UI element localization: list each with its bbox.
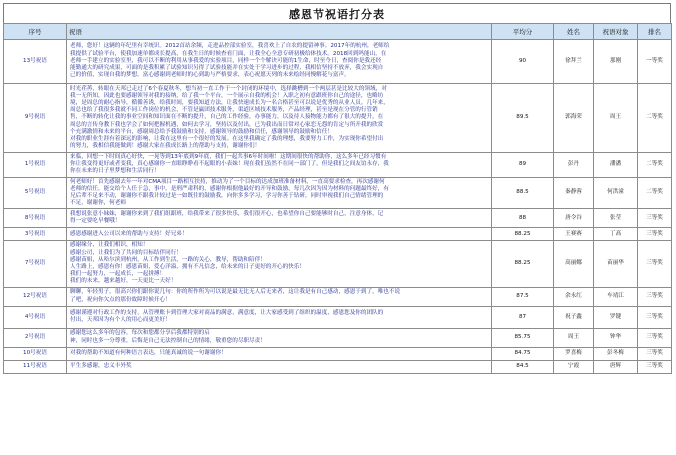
cell-seq: 9号祝语	[4, 84, 67, 153]
table-row	[4, 347, 672, 360]
cell-avg: 88.25	[492, 241, 554, 287]
table-row	[4, 360, 672, 373]
cell-seq: 8号祝语	[4, 209, 67, 228]
cell-target: 苗丽华	[594, 241, 638, 287]
message-line: 人生路上，感恩有你！感恩苗姐，爱心洋溢，拥有不凡信念，给未来的日子更好的开心的快乐！	[70, 264, 305, 271]
message-line: 我们的未来，越来越好，一天更比一天好！	[70, 278, 177, 285]
score-table	[3, 23, 672, 374]
message-line: 个充满激情和未来的平台，感谢周总给予我鼓励和支持，感谢领导的鼓励和信任，感谢领导的鼓励和信任！	[70, 128, 333, 135]
cell-seq: 2号祝语	[4, 328, 67, 347]
cell-rank: 三等奖	[638, 328, 672, 347]
message-line: 老师的信任，能交给个人任于急，事中，是刑严肃科的，感谢你根据他最好的开导和鼓励，每几次因为因为材料的问题最终好，有	[70, 185, 389, 192]
message-line: 不足，谢谢你，何老师	[70, 200, 126, 207]
cell-message	[67, 306, 492, 328]
cell-name: 徐拜兰	[554, 40, 594, 84]
message-line: 己的价值，实现自我的梦想，富心感谢到老师时的心到助与严格要求，表心祝愿天列的未来绘经同慢解花与富声。	[70, 72, 350, 79]
cell-rank: 三等奖	[638, 209, 672, 228]
message-line: 何老师好！首先感谢去年一年对CMA项目一路相互扶持，推动为了一个目标的达成加班准备材料，一直高要求检查，再次感谢何	[70, 178, 385, 185]
cell-message	[67, 360, 492, 373]
header-name: 姓名	[554, 24, 594, 40]
sheet-title: 感恩节祝语打分表	[3, 3, 671, 23]
cell-seq: 3号祝语	[4, 228, 67, 241]
cell-rank: 三等奖	[638, 360, 672, 373]
message-line: 周总也给了我很多我就不同工作岗位的机会，不管是赢团技术服务，渠道区域技术服务，产品经理，甚至是现在分管的行管销	[70, 107, 378, 114]
cell-message	[67, 209, 492, 228]
cell-avg: 87	[492, 306, 554, 328]
cell-rank: 三等奖	[638, 228, 672, 241]
cell-rank: 三等奖	[638, 306, 672, 328]
cell-name: 王赛赛	[554, 228, 594, 241]
table-row	[4, 153, 672, 178]
message-line: 我想说张意小妹妹，谢谢你来到了我们组跟班，给我带来了很多快乐，我们很开心，也希望你自己要能够时自己，注意身体，记	[70, 211, 384, 218]
cell-avg: 90	[492, 40, 554, 84]
cell-seq: 7号祝语	[4, 241, 67, 287]
cell-seq: 11号祝语	[4, 360, 67, 373]
cell-avg: 84.5	[492, 360, 554, 373]
message-line: 感谢苗姐，从哈尔滨到杭州，从工作到生活，一路的关心，教导，帮助和陪伴！	[70, 256, 266, 263]
table-row	[4, 287, 672, 306]
message-line: 聊聊，年轻男子，很高兴你们跟你说几句：你的所作所为可以说是最无比无人后无来者，这让我是有自己感动，感恩于到了，唯也不说	[70, 289, 401, 296]
header-message: 祝语	[67, 24, 492, 40]
cell-seq: 13号祝语	[4, 40, 67, 84]
message-line: 平生多感谢，忠义丰外奖	[70, 363, 132, 370]
header-rank: 排名	[638, 24, 672, 40]
cell-name: 祝子鑫	[554, 306, 594, 328]
message-line: 兄后辈不足来不动，谢谢你不跟我计较过是一如既往的鼓励我，向你多多学习，学习你善于钻研，同时审视我们自己情绪管理的	[70, 193, 384, 200]
cell-rank: 三等奖	[638, 241, 672, 287]
cell-message	[67, 347, 492, 360]
message-line: 对我的职业生涯有着深远的影响，让我在这里有一个很好的发展。在这里我确定了我的理想，我要努力工作，为实现你希望付出	[70, 136, 384, 142]
cell-message	[67, 328, 492, 347]
cell-name: 郭海荣	[554, 84, 594, 153]
cell-seq: 4号祝语	[4, 306, 67, 328]
table-row	[4, 328, 672, 347]
cell-message	[67, 287, 492, 306]
message-line: 时光荏苒，转眼在天邦已走过了6个春夏秋冬，想当初一直工作于一个封闭的环境中，选择跳槽到一个两层甚是比较大的领域，对	[70, 85, 387, 92]
message-line: 的努力，我相信我能做到！感谢大家在我成长路上的帮助与支持，谢谢你们！	[70, 143, 261, 150]
cell-target: 车靖江	[594, 287, 638, 306]
message-line: 境，是周总的耐心指导，循循善诱，给我时间，要我知道方法，让我快速成长为一名合格甚至可以说是优秀的从业人员。几年来，	[70, 99, 389, 106]
cell-name: 秦静蓉	[554, 177, 594, 209]
cell-seq: 10号祝语	[4, 347, 67, 360]
message-line: 老师，您好！这辆的年纪里有幸统识。2012首站余频，走进品控部实验室，我喜欢上了自农的提留神事。2017年的杭州，老师给	[70, 43, 390, 50]
cell-name: 罗喜梅	[554, 347, 594, 360]
cell-avg: 85.75	[492, 328, 554, 347]
cell-name: 唐令谷	[554, 209, 594, 228]
cell-target: 张莹	[594, 209, 638, 228]
cell-target: 那刚	[594, 40, 638, 84]
table-row	[4, 241, 672, 287]
cell-avg: 89.5	[492, 84, 554, 153]
message-line: 对我的帮助不知道有何种语言表达，只能真诚的说一句谢谢你！	[70, 350, 227, 357]
cell-avg: 84.75	[492, 347, 554, 360]
score-sheet	[3, 3, 671, 374]
cell-target: 周王	[594, 84, 638, 153]
message-line: 感谢缘分，让我们相识，相知！	[70, 242, 149, 249]
cell-message	[67, 153, 492, 178]
cell-rank: 二等奖	[638, 177, 672, 209]
cell-avg: 89	[492, 153, 554, 178]
cell-message	[67, 228, 492, 241]
cell-name: 周王	[554, 328, 594, 347]
cell-target: 罗键	[594, 306, 638, 328]
table-body	[4, 40, 672, 374]
table-row	[4, 40, 672, 84]
message-line: 感谢您这么多年的包容，每次和您都分享后我都特别的启	[70, 330, 210, 337]
message-line: 来临，回想一下时间真心好快，一晃等到13年底到9年底，我们一起共事6年时间啦！这期间很快的帮助你，这么多年已经习惯有	[70, 154, 387, 160]
table-row	[4, 84, 672, 153]
message-line: 付出，天邦因为有个人的用心而更美好！	[70, 317, 171, 324]
cell-avg: 87.5	[492, 287, 554, 306]
cell-target: 彭冬梅	[594, 347, 638, 360]
cell-seq: 5号祝语	[4, 177, 67, 209]
message-line: 我提供了试验平台，使我加速单都成长提高，在我生日的时候查看门面，让我全心全意专研初极给体技术。2018回到吗能山，在	[70, 50, 387, 57]
message-line: 你在未来的日子里梦想和生活同行！	[70, 168, 160, 175]
table-row	[4, 306, 672, 328]
cell-rank: 二等奖	[638, 153, 672, 178]
cell-rank: 三等奖	[638, 287, 672, 306]
cell-message	[67, 241, 492, 287]
message-line: 售，不断的转化让我的事业空间和知识面在不断的提升，自己的工作经验，办事能力，以及待人接物能力都有了很大的提升，在	[70, 114, 384, 121]
header-avg: 平均分	[492, 24, 554, 40]
message-line: 你让我变得更好或者变我，真心感谢你一直眼睁睁看不起眼的小表妹！现在我们虽然不在同一部门了，但是我们之间友谊永存，我	[70, 161, 389, 168]
cell-target: 唐辉	[594, 360, 638, 373]
message-line: 老师一手建立的实验室里，我可以不断的利用从事我爱的实验项目，同样一个个解诀可能的1生命，时至今日，查阅你是我还经	[70, 57, 382, 64]
cell-name: 余永红	[554, 287, 594, 306]
cell-seq: 12号祝语	[4, 287, 67, 306]
message-line: 周总的言传身教下我也学会了如何把握机遇，如何去学习，坚持以及付出，已为我出而日常对心家恋无怨的肯定与所开我的欣赏	[70, 121, 384, 128]
cell-rank: 三等奖	[638, 347, 672, 360]
message-line: 我们一起努力，一起成长，一起拼搏！	[70, 271, 166, 278]
cell-seq: 1号祝语	[4, 153, 67, 178]
header-row	[4, 24, 672, 40]
cell-avg: 88	[492, 209, 554, 228]
cell-name: 彭丹	[554, 153, 594, 178]
cell-avg: 88.5	[492, 177, 554, 209]
cell-rank: 一等奖	[638, 40, 672, 84]
message-line: 神，同时也多一分尊重，后悔是自己无法控制自己的情绪，敬重您的尽职尽责！	[70, 337, 266, 344]
cell-name: 高丽娜	[554, 241, 594, 287]
cell-message	[67, 84, 492, 153]
cell-target: 丁高	[594, 228, 638, 241]
message-line: 感谢谨遵对行政工作的支持，从管理账卡到管理大家对商品的满意，满意度，让大家感受到了组织的温度，感恩您及你的团队的	[70, 309, 384, 316]
cell-target: 钟华	[594, 328, 638, 347]
message-line: 了吧，祝向你欠点的那份故障时候开心！	[70, 296, 171, 303]
cell-message	[67, 177, 492, 209]
cell-rank: 二等奖	[638, 84, 672, 153]
header-seq: 序号	[4, 24, 67, 40]
message-line: 得一定要吃早餐哦！	[70, 218, 121, 225]
cell-target: 潘潘	[594, 153, 638, 178]
message-line: 能勤通大的研究成果，可面的是我积累了试验知识另得了试验技能并在实处于学习进步的过程，我相信坚持不放弃，我会实现自	[70, 65, 384, 72]
cell-target: 何洪潼	[594, 177, 638, 209]
cell-name: 宁霞	[554, 360, 594, 373]
header-target: 祝语对象	[594, 24, 638, 40]
cell-avg: 88.25	[492, 228, 554, 241]
cell-message	[67, 40, 492, 84]
table-row	[4, 228, 672, 241]
message-line: 感谢公司，让我们为了共同的目标结伴同行！	[70, 249, 182, 256]
table-row	[4, 177, 672, 209]
message-line: 感恩感谢进入公司以来的帮助与支持！好兄弟！	[70, 230, 188, 237]
message-line: 我一无所知，因此也要感谢领导对我的接纳，给了我一个平台，一个展示自我的机会！入职之初有意跟班你自己的途径，也略坊	[70, 92, 384, 99]
table-row	[4, 209, 672, 228]
